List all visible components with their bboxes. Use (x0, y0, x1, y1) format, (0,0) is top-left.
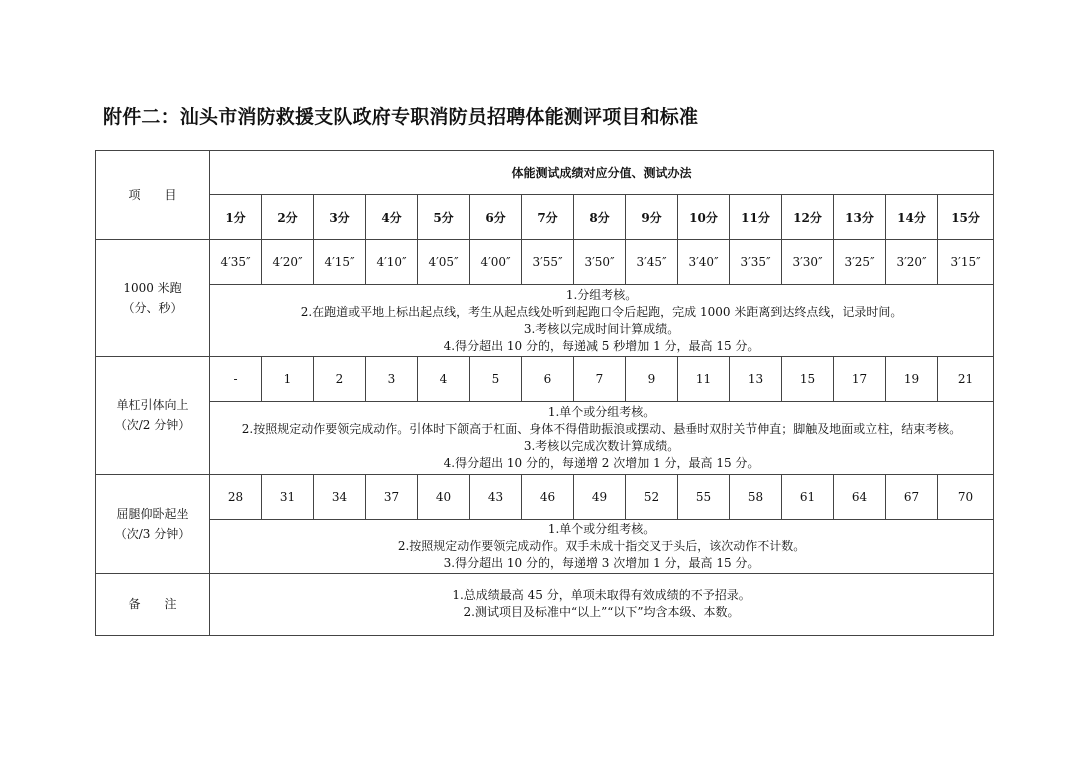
score-header-cell: 6分 (470, 195, 522, 240)
note-line: 2.按照规定动作要领完成动作。双手未成十指交叉于头后，该次动作不计数。 (397, 538, 806, 553)
score-header-cell: 15分 (938, 195, 994, 240)
score-header-cell: 11分 (730, 195, 782, 240)
value-cell: 28 (210, 474, 262, 519)
document-title: 附件二：汕头市消防救援支队政府专职消防员招聘体能测评项目和标准 (103, 106, 699, 128)
item-label-name: 单杠引体向上 (116, 398, 189, 413)
value-cell: 9 (626, 357, 678, 402)
value-cell: 31 (262, 474, 314, 519)
row-1000m-run-notes (96, 285, 994, 357)
value-cell: 3′25″ (834, 240, 886, 285)
note-line: 3.得分超出 10 分的，每递增 3 次增加 1 分，最高 15 分。 (443, 555, 760, 570)
main-header: 体能测试成绩对应分值、测试办法 (210, 151, 994, 195)
note-line: 3.考核以完成时间计算成绩。 (523, 321, 680, 336)
note-line: 1.单个或分组考核。 (547, 405, 656, 420)
note-line: 2.在跑道或平地上标出起点线，考生从起点线处听到起跑口令后起跑，完成 1000 米距离到达终点线，记录时间。 (300, 304, 903, 319)
score-header-cell: 9分 (626, 195, 678, 240)
remark-line: 2.测试项目及标准中“以上”“以下”均含本级、本数。 (463, 605, 740, 620)
value-cell: 55 (678, 474, 730, 519)
fitness-standards-table (95, 150, 994, 636)
value-cell: 3′15″ (938, 240, 994, 285)
value-cell: 13 (730, 357, 782, 402)
value-cell: 4 (418, 357, 470, 402)
row-1000m-run-values (96, 240, 994, 285)
value-cell: 3′35″ (730, 240, 782, 285)
value-cell: 34 (314, 474, 366, 519)
score-header-cell: 13分 (834, 195, 886, 240)
value-cell: 52 (626, 474, 678, 519)
note-line: 1.分组考核。 (565, 287, 638, 302)
score-header-cell: 7分 (522, 195, 574, 240)
score-header-cell: 3分 (314, 195, 366, 240)
note-line: 2.按照规定动作要领完成动作。引体时下颌高于杠面、身体不得借助振浪或摆动、悬垂时双肘关节伸直；脚触及地面或立柱，结束考核。 (241, 422, 962, 437)
item-label-name: 屈腿仰卧起坐 (116, 506, 189, 521)
value-cell: 40 (418, 474, 470, 519)
value-cell: 19 (886, 357, 938, 402)
score-header-cell: 1分 (210, 195, 262, 240)
value-cell: 43 (470, 474, 522, 519)
item-label-name: 1000 米跑 (123, 281, 182, 296)
value-cell: 3′45″ (626, 240, 678, 285)
value-cell: 17 (834, 357, 886, 402)
remarks-label: 备 注 (96, 573, 210, 635)
note-line: 4.得分超出 10 分的，每递增 2 次增加 1 分，最高 15 分。 (443, 456, 760, 471)
remark-line: 1.总成绩最高 45 分，单项未取得有效成绩的不予招录。 (452, 588, 751, 603)
value-cell: 7 (574, 357, 626, 402)
score-header-cell: 10分 (678, 195, 730, 240)
header-row (96, 151, 994, 195)
value-cell: 3′50″ (574, 240, 626, 285)
row-sit-up-notes (96, 519, 994, 573)
value-cell: 4′00″ (470, 240, 522, 285)
value-cell: 49 (574, 474, 626, 519)
value-cell: 5 (470, 357, 522, 402)
value-cell: 3′20″ (886, 240, 938, 285)
value-cell: 11 (678, 357, 730, 402)
note-line: 4.得分超出 10 分的，每递减 5 秒增加 1 分，最高 15 分。 (443, 338, 760, 353)
value-cell: - (210, 357, 262, 402)
score-header-cell: 12分 (782, 195, 834, 240)
value-cell: 70 (938, 474, 994, 519)
value-cell: 2 (314, 357, 366, 402)
value-cell: 46 (522, 474, 574, 519)
item-label-unit: （次/3 分钟） (114, 526, 191, 541)
item-label (96, 474, 210, 573)
value-cell: 3′30″ (782, 240, 834, 285)
value-cell: 61 (782, 474, 834, 519)
value-cell: 4′15″ (314, 240, 366, 285)
value-cell: 4′05″ (418, 240, 470, 285)
score-header-cell: 4分 (366, 195, 418, 240)
remarks-row (96, 573, 994, 635)
row-pull-up-values (96, 357, 994, 402)
value-cell: 3′40″ (678, 240, 730, 285)
value-cell: 37 (366, 474, 418, 519)
item-label (96, 357, 210, 474)
value-cell: 3 (366, 357, 418, 402)
item-label (96, 240, 210, 357)
value-cell: 15 (782, 357, 834, 402)
test-method-notes (210, 402, 994, 474)
value-cell: 3′55″ (522, 240, 574, 285)
score-header-cell: 8分 (574, 195, 626, 240)
value-cell: 64 (834, 474, 886, 519)
score-header-cell: 14分 (886, 195, 938, 240)
value-cell: 67 (886, 474, 938, 519)
note-line: 1.单个或分组考核。 (547, 521, 656, 536)
value-cell: 1 (262, 357, 314, 402)
value-cell: 6 (522, 357, 574, 402)
remarks-notes (210, 573, 994, 635)
row-sit-up-values (96, 474, 994, 519)
score-header-cell: 5分 (418, 195, 470, 240)
value-cell: 4′20″ (262, 240, 314, 285)
item-label-unit: （次/2 分钟） (114, 418, 191, 433)
test-method-notes (210, 519, 994, 573)
item-label-unit: （分、秒） (122, 301, 183, 316)
row-pull-up-notes (96, 402, 994, 474)
value-cell: 21 (938, 357, 994, 402)
score-header-cell: 2分 (262, 195, 314, 240)
value-cell: 58 (730, 474, 782, 519)
test-method-notes (210, 285, 994, 357)
score-header-row (96, 195, 994, 240)
value-cell: 4′35″ (210, 240, 262, 285)
note-line: 3.考核以完成次数计算成绩。 (523, 439, 680, 454)
item-header: 项 目 (96, 151, 210, 240)
value-cell: 4′10″ (366, 240, 418, 285)
